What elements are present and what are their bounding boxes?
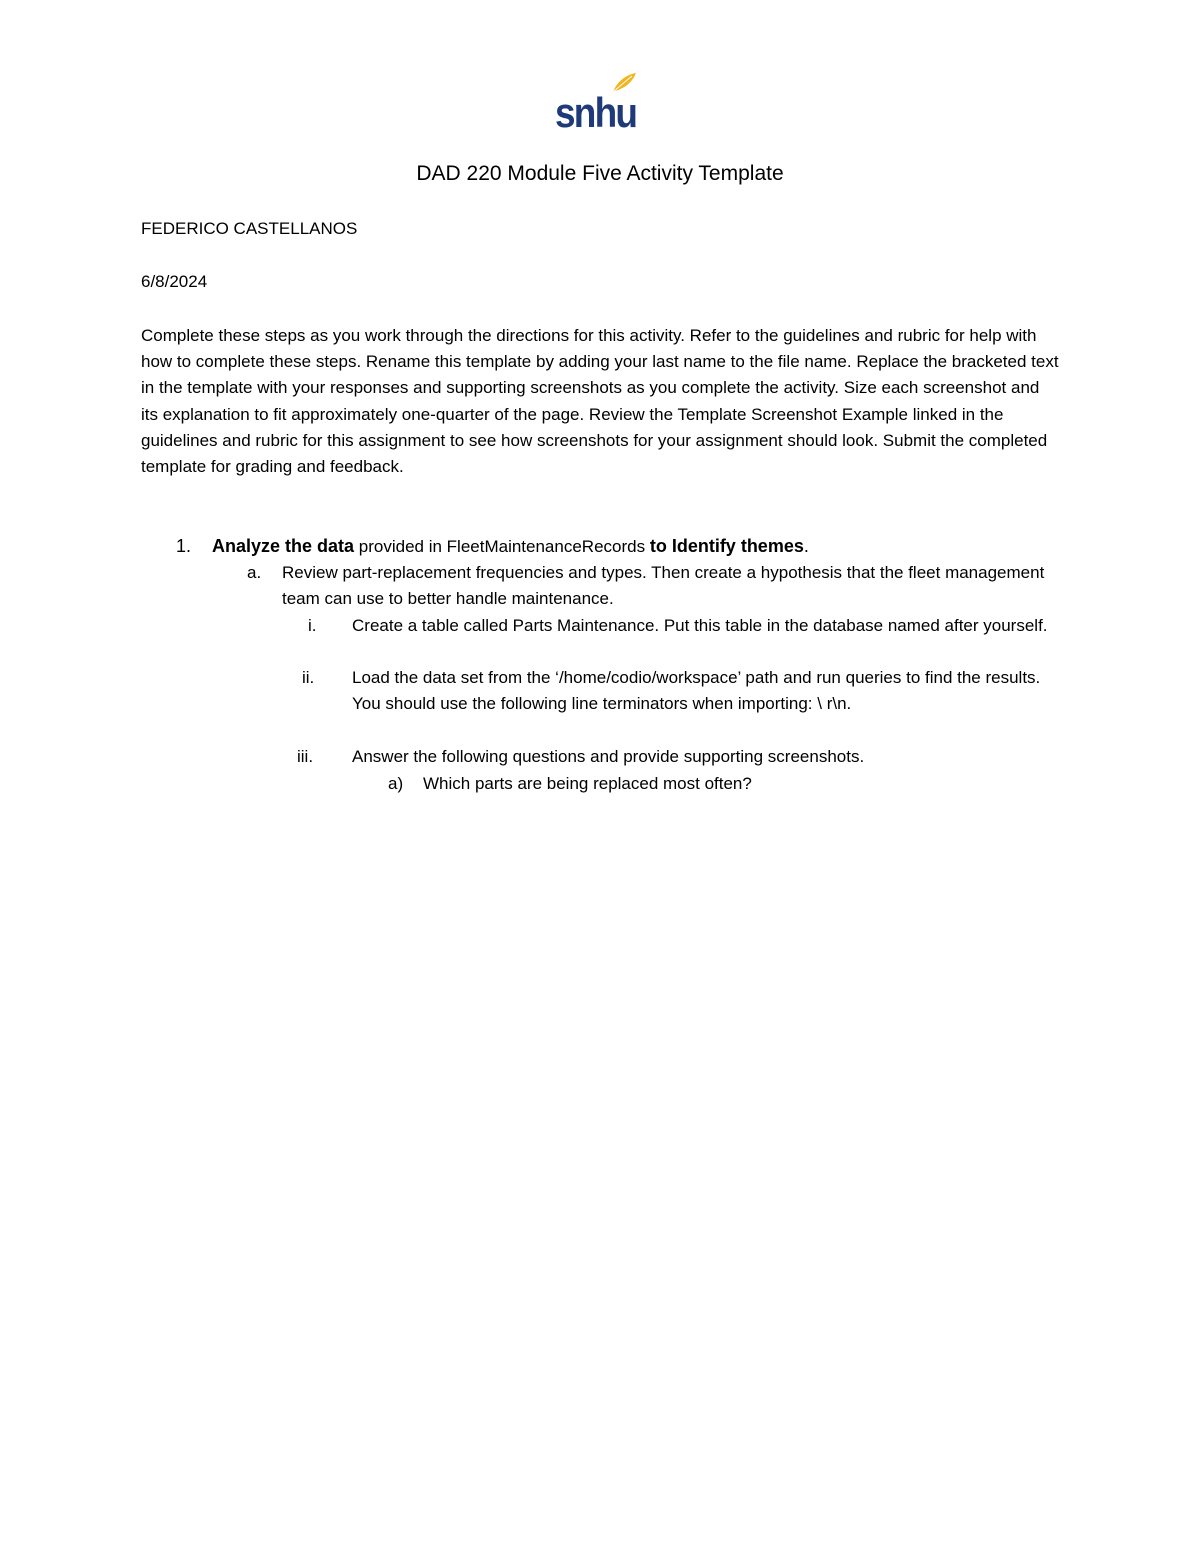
item1-period: . xyxy=(803,536,809,556)
item1-bold-end: to Identify themes xyxy=(649,536,804,556)
list-marker-ii: ii. xyxy=(302,668,315,687)
list-marker-i: i. xyxy=(308,616,317,635)
snhu-logo xyxy=(555,72,639,134)
list-item-ii: Load the data set from the ‘/home/codio/workspace’ path and run queries to find the results. You should use the following line terminators when importing: \ r\n. xyxy=(352,668,1041,714)
list-item-iii: Answer the following questions and provide supporting screenshots. xyxy=(352,747,865,766)
list-marker-iii: iii. xyxy=(297,747,314,766)
item1-normal: provided in FleetMaintenanceRecords xyxy=(354,537,650,556)
document-date: 6/8/2024 xyxy=(141,272,208,291)
list-marker-a2: a) xyxy=(388,774,404,793)
list-item-a: Review part-replacement frequencies and types. Then create a hypothesis that the fleet management team can use to better handle maintenance. xyxy=(282,563,1045,609)
list-item-a2: Which parts are being replaced most often? xyxy=(423,774,752,793)
list-item-i: Create a table called Parts Maintenance. Put this table in the database named after yourself. xyxy=(352,616,1048,635)
item1-bold-start: Analyze the data xyxy=(212,536,355,556)
author-name: FEDERICO CASTELLANOS xyxy=(141,219,358,238)
list-item-1 xyxy=(212,533,1072,560)
list-marker-1: 1. xyxy=(176,536,192,556)
list-marker-a: a. xyxy=(247,563,262,582)
document-title: DAD 220 Module Five Activity Template xyxy=(416,162,784,185)
leaf-icon xyxy=(611,72,637,94)
instructions-paragraph: Complete these steps as you work through the directions for this activity. Refer to the guidelines and rubric for help with how to complete these steps. Rename this template by adding your last name to the file name. Replace the bracketed text in the template with your responses and supporting screenshots as you complete the activity. Size each screenshot and its explanation to fit approximately one-quarter of the page. Review the Template Screenshot Example linked in the guidelines and rubric for this assignment to see how screenshots for your assignment should look. Submit the completed template for grading and feedback. xyxy=(141,326,1059,477)
logo-text: snhu xyxy=(555,89,637,136)
